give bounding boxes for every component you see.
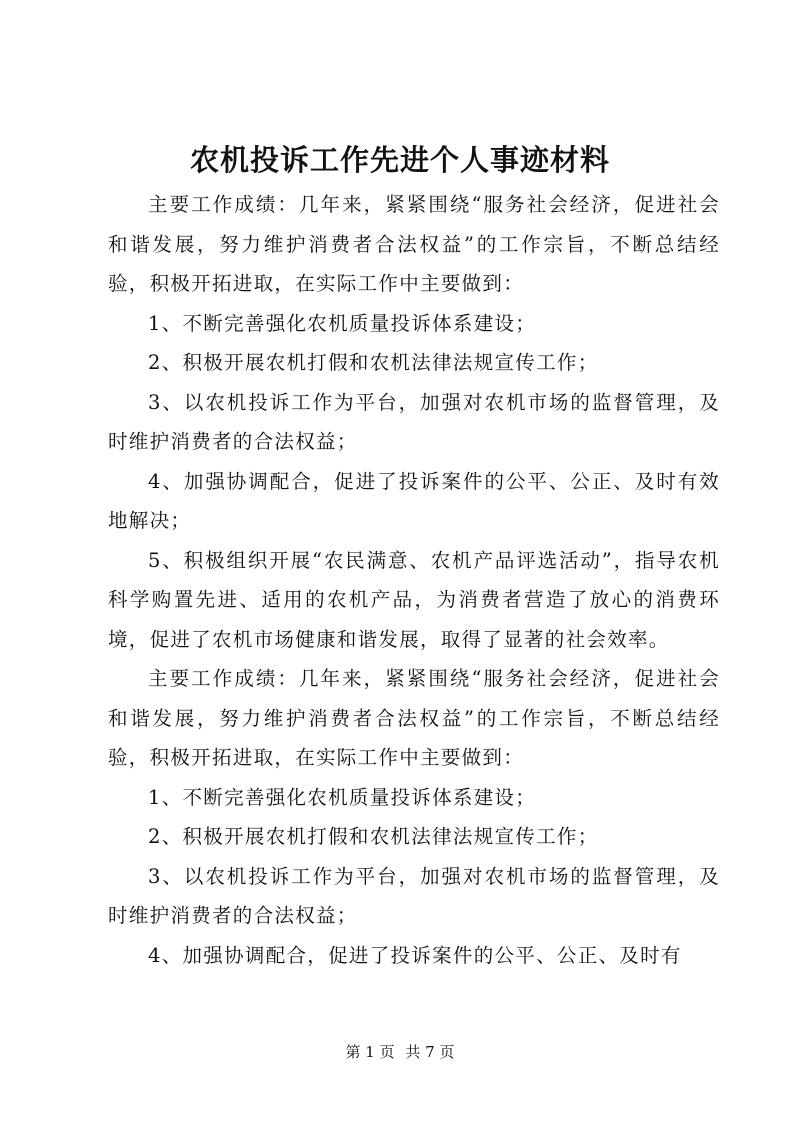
document-body <box>108 185 720 975</box>
paragraph: 2、积极开展农机打假和农机法律法规宣传工作； <box>148 351 599 374</box>
document-title: 农机投诉工作先进个人事迹材料 <box>189 143 610 177</box>
paragraph: 4、加强协调配合，促进了投诉案件的公平、公正、及时有效地解决； <box>108 469 720 532</box>
page-total: 共 7 页 <box>405 1043 455 1061</box>
paragraph: 主要工作成绩：几年来，紧紧围绕“服务社会经济，促进社会和谐发展，努力维护消费者合法权益”的工作宗旨，不断总结经验，积极开拓进取，在实际工作中主要做到： <box>108 193 720 295</box>
page-number: 第 1 页 <box>345 1043 395 1061</box>
paragraph: 1、不断完善强化农机质量投诉体系建设； <box>148 311 537 335</box>
paragraph: 3、以农机投诉工作为平台，加强对农机市场的监督管理，及时维护消费者的合法权益； <box>108 390 720 453</box>
paragraph: 3、以农机投诉工作为平台，加强对农机市场的监督管理，及时维护消费者的合法权益； <box>108 864 720 927</box>
paragraph: 主要工作成绩：几年来，紧紧围绕“服务社会经济，促进社会和谐发展，努力维护消费者合法权益”的工作宗旨，不断总结经验，积极开拓进取，在实际工作中主要做到： <box>108 667 720 769</box>
paragraph: 5、积极组织开展“农民满意、农机产品评选活动”，指导农机科学购置先进、适用的农机产品，为消费者营造了放心的消费环境，促进了农机市场健康和谐发展，取得了显著的社会效率。 <box>108 548 720 651</box>
paragraph: 2、积极开展农机打假和农机法律法规宣传工作； <box>148 825 599 848</box>
paragraph: 1、不断完善强化农机质量投诉体系建设； <box>148 785 537 809</box>
paragraph: 4、加强协调配合，促进了投诉案件的公平、公正、及时有 <box>148 943 682 967</box>
page-footer <box>0 1042 800 1062</box>
